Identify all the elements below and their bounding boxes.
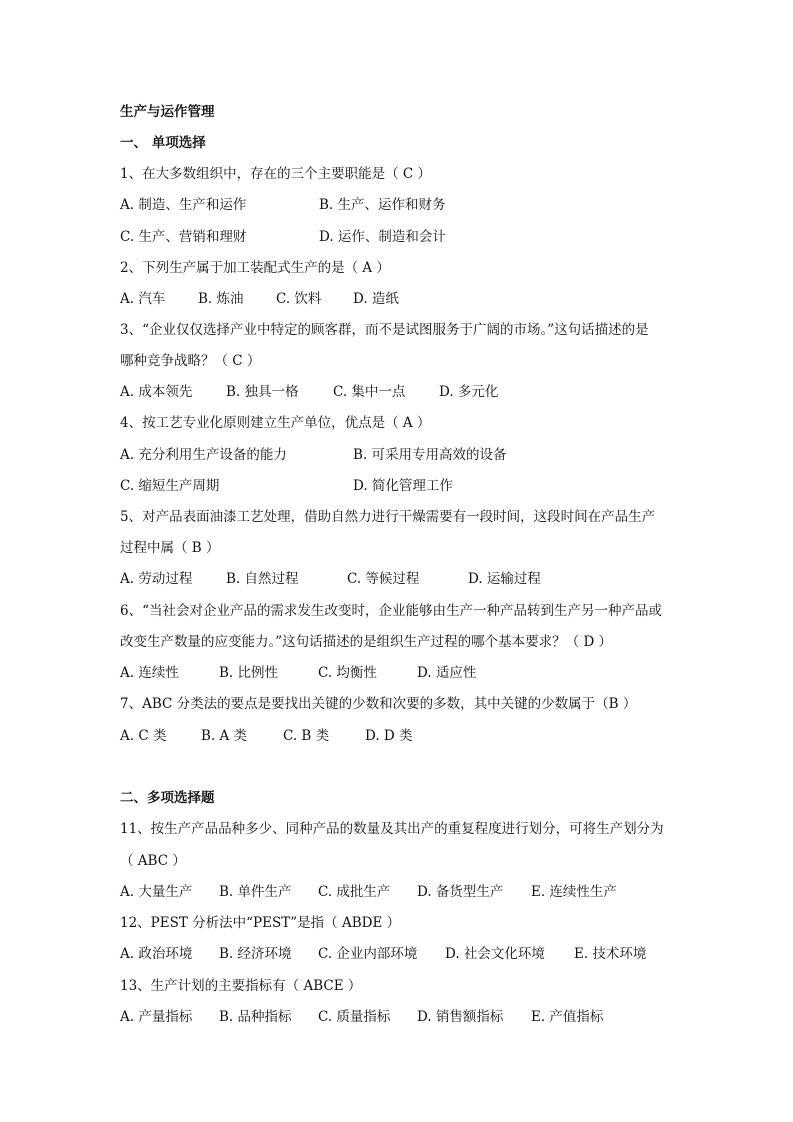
option: B. 品种指标 [219,1009,292,1025]
option: D. 运作、制造和会计 [319,229,446,245]
option: A. 劳动过程 [120,571,193,587]
option: C. B 类 [283,728,330,744]
section-heading: 一、 单项选择 [120,135,206,151]
option: B. 单件生产 [219,884,292,900]
question-text: 哪种竞争战略？（ C ） [120,353,261,369]
question-text: （ ABC ） [120,853,186,869]
question-text: 5、对产品表面油漆工艺处理，借助自然力进行干燥需要有一段时间，这段时间在产品生产 [120,509,656,525]
option: C. 生产、营销和理财 [120,229,247,245]
option: B. 生产、运作和财务 [319,197,446,213]
section-heading: 二、多项选择题 [120,790,215,806]
option: C. 缩短生产周期 [120,478,220,494]
option: D. 销售额指标 [417,1009,504,1025]
option: E. 连续性生产 [531,884,617,900]
option: C. 等候过程 [347,571,420,587]
option: E. 技术环境 [574,946,647,962]
option: D. 备货型生产 [417,884,504,900]
option: D. 适应性 [417,665,477,681]
question-text: 改变生产数量的应变能力。”这句话描述的是组织生产过程的哪个基本要求？（ D ） [120,634,613,650]
option: A. 大量生产 [120,884,193,900]
option: D. 运输过程 [468,571,541,587]
option: C. 成批生产 [318,884,391,900]
option: D. 社会文化环境 [445,946,545,962]
option: B. 炼油 [198,291,244,307]
option: B. 自然过程 [226,571,299,587]
option: E. 产值指标 [531,1009,604,1025]
question-text: 6、“当社会对企业产品的需求发生改变时，企业能够由生产一种产品转到生产另一种产品或 [120,603,662,619]
question-text: 过程中属（ B ） [120,540,220,556]
option: A. 政治环境 [120,946,193,962]
question-text: 12、PEST 分析法中“PEST”是指（ ABDE ） [120,915,401,931]
question-text: 4、按工艺专业化原则建立生产单位，优点是（ A ） [120,415,431,431]
option: C. 饮料 [276,291,322,307]
option: A. 充分利用生产设备的能力 [120,447,287,463]
option: D. D 类 [365,728,413,744]
question-text: 13、生产计划的主要指标有（ ABCE ） [120,978,362,994]
option: A. 成本领先 [120,384,193,400]
option: D. 简化管理工作 [353,478,453,494]
option: A. 汽车 [120,291,166,307]
option: B. 比例性 [219,665,279,681]
question-text: 2、下列生产属于加工装配式生产的是（ A ） [120,260,390,276]
option: B. A 类 [201,728,248,744]
option: B. 独具一格 [226,384,299,400]
option: A. 连续性 [120,665,179,681]
option: C. 均衡性 [318,665,377,681]
option: D. 多元化 [439,384,499,400]
option: C. 集中一点 [333,384,406,400]
option: C. 企业内部环境 [318,946,418,962]
option: B. 经济环境 [219,946,292,962]
option: A. 产量指标 [120,1009,193,1025]
document-title: 生产与运作管理 [120,104,215,120]
option: C. 质量指标 [318,1009,391,1025]
question-text: 3、“企业仅仅选择产业中特定的顾客群，而不是试图服务于广阔的市场。”这句话描述的是 [120,322,649,338]
option: A. 制造、生产和运作 [120,197,247,213]
question-text: 7、ABC 分类法的要点是要找出关键的少数和次要的多数，其中关键的少数属于（B ） [120,696,637,712]
question-text: 11、按生产产品品种多少、同种产品的数量及其出产的重复程度进行划分，可将生产划分为 [120,821,664,837]
option: B. 可采用专用高效的设备 [353,447,507,463]
option: A. C 类 [120,728,167,744]
question-text: 1、在大多数组织中，存在的三个主要职能是（ C ） [120,166,432,182]
option: D. 造纸 [353,291,399,307]
